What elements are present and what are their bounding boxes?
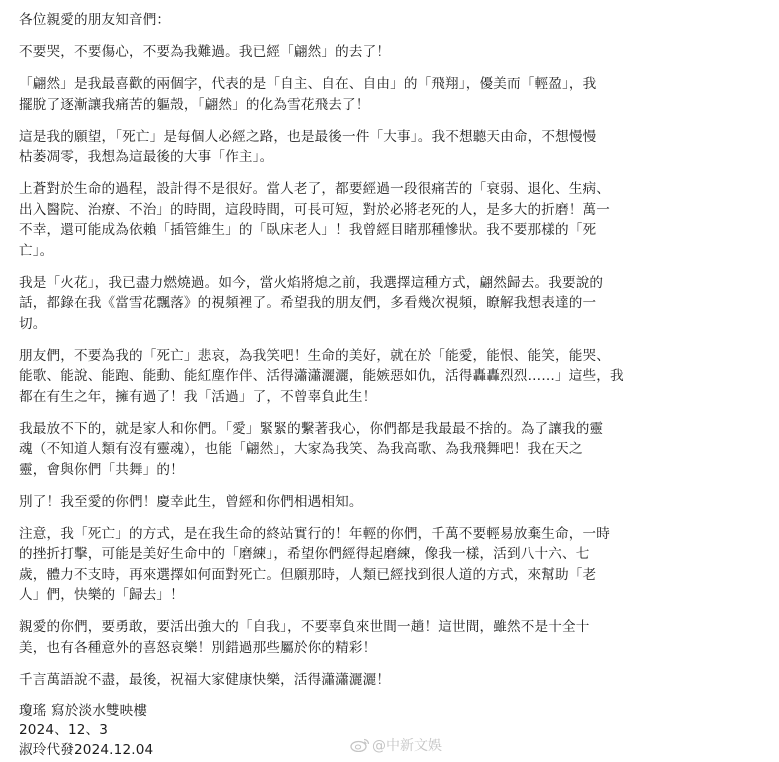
paragraph-line: 「翩然」是我最喜歡的兩個字，代表的是「自主、自在、自由」的「飛翔」，優美而「輕盈」，我 [19,76,597,92]
paragraph-line: 魂（不知道人類有沒有靈魂），也能「翩然」，大家為我笑、為我高歌、為我飛舞吧！我在天之 [19,441,583,457]
paragraph-4 [19,179,761,261]
paragraph-line: 人」們，快樂的「歸去」！ [19,587,184,603]
paragraph-line: 都在有生之年，擁有過了！我「活過」了，不曾辜負此生！ [19,388,377,405]
paragraph-line: 靈，會與你們「共舞」的！ [19,461,184,478]
paragraph-9 [19,524,761,606]
paragraph-1 [19,42,761,63]
greeting: 各位親愛的朋友知音們： [19,12,171,28]
watermark-text: @中新文娛 [372,738,442,754]
weibo-logo-icon [350,737,370,752]
paragraph-3 [19,127,761,168]
paragraph-7 [19,419,761,481]
paragraph-2 [19,74,761,115]
paragraph-11 [19,670,761,691]
paragraph-8 [19,492,761,513]
paragraph-5 [19,273,761,335]
signature-date: 2024、12、3 [19,722,109,738]
paragraph-line: 美，也有各種意外的喜怒哀樂！別錯過那些屬於你的精彩！ [19,639,377,656]
paragraph-line: 我是「火花」，我已盡力燃燒過。如今，當火焰將熄之前，我選擇這種方式，翩然歸去。我要說的 [19,274,604,291]
paragraph-6 [19,346,761,408]
paragraph-line: 能歌、能說、能跑、能動、能紅塵作伴、活得瀟瀟灑灑，能嫉惡如仇，活得轟轟烈烈……」這些，我 [19,368,624,384]
paragraph-line: 這是我的願望，「死亡」是每個人必經之路，也是最後一件「大事」。我不想聽天由命，不想慢慢 [19,128,597,145]
paragraph-line: 親愛的你們，要勇敢，要活出強大的「自我」，不要辜負來世間一趟！這世間，雖然不是十全十 [19,619,590,635]
paragraph-line: 擺脫了逐漸讓我痛苦的軀殼，「翩然」的化為雪花飛去了！ [19,96,370,113]
paragraph-line: 出入醫院、治療、不治」的時間，這段時間，可長可短，對於必將老死的人，是多大的折磨！萬一 [19,201,610,218]
paragraph-line: 別了！我至愛的你們！慶幸此生，曾經和你們相遇相知。 [19,493,363,510]
paragraph-line: 注意，我「死亡」的方式，是在我生命的終站實行的！年輕的你們，千萬不要輕易放棄生命，一時 [19,525,610,542]
paragraph-line: 朋友們，不要為我的「死亡」悲哀，為我笑吧！生命的美好，就在於「能愛，能恨、能笑，能哭、 [19,347,610,364]
paragraph-line: 上蒼對於生命的過程，設計得不是很好。當人老了，都要經過一段很痛苦的「衰弱、退化、生病、 [19,181,610,197]
paragraph-line: 千言萬語說不盡，最後，祝福大家健康快樂，活得瀟瀟灑灑！ [19,671,391,688]
watermark [350,735,442,755]
paragraph-line: 歲，體力不支時，再來選擇如何面對死亡。但願那時，人類已經找到很人道的方式，來幫助「老 [19,566,597,583]
paragraph-line: 枯萎凋零，我想為這最後的大事「作主」。 [19,149,274,165]
letter-body [19,10,761,760]
paragraph-line: 我最放不下的，就是家人和你們。「愛」緊緊的繫著我心，你們都是我最最不捨的。為了讓我的靈 [19,420,604,437]
paragraph-line: 不要哭，不要傷心，不要為我難過。我已經「翩然」的去了！ [19,44,391,60]
paragraph-line: 的挫折打擊，可能是美好生命中的「磨練」，希望你們經得起磨練，像我一樣，活到八十六、七 [19,546,590,562]
paragraph-line: 話，都錄在我《當雪花飄落》的視頻裡了。希望我的朋友們，多看幾次視頻，瞭解我想表達的一 [19,295,597,311]
signature-author: 瓊瑤 寫於淡水雙映樓 [19,702,148,719]
paragraph-line: 不幸，還可能成為依賴「插管維生」的「臥床老人」！我曾經目睹那種慘狀。我不要那樣的「死 [19,222,597,238]
paragraph-line: 亡」。 [19,242,54,259]
paragraph-10 [19,617,761,658]
paragraph-line: 切。 [19,315,47,332]
signature-posted-by: 淑玲代發2024.12.04 [19,741,154,758]
